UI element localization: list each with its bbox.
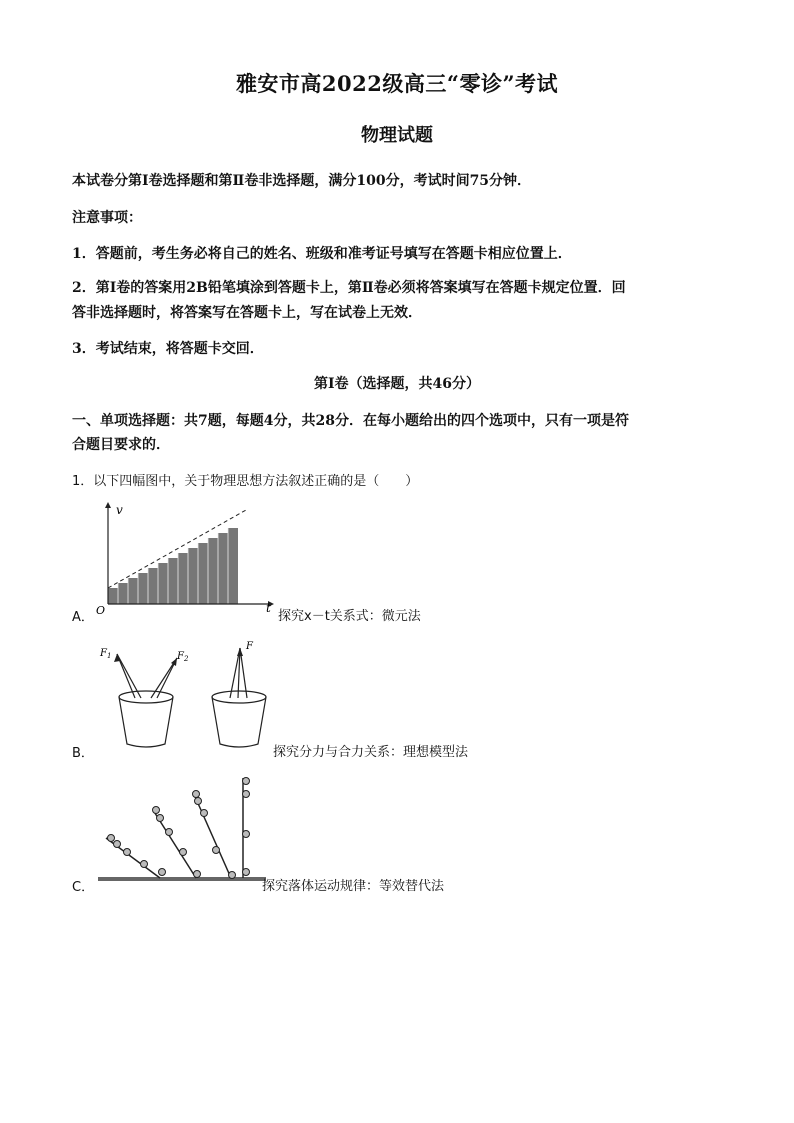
force-f1-label: $F_1$ <box>100 648 112 660</box>
subject-title: 物理试题 <box>361 125 433 146</box>
section-instruction-line2: 合题目要求的． <box>72 437 170 453</box>
origin-label: O <box>96 604 106 617</box>
section-instruction-line1: 一、单项选择题：共7题，每题4分，共28分．在每小题给出的四个选项中，只有一项是符 <box>72 413 629 429</box>
note-item-2-line2: 答非选择题时，将答案写在答题卡上，写在试卷上无效． <box>72 305 422 321</box>
bucket-left-rim <box>119 691 173 703</box>
option-c-figure <box>98 772 268 884</box>
section-heading: 第Ⅰ卷（选择题，共46分） <box>313 376 481 392</box>
force-f-label: F <box>246 641 253 652</box>
question-1-stem: 1．以下四幅图中，关于物理思想方法叙述正确的是（ ） <box>72 474 419 489</box>
option-a-label: A． <box>72 610 94 625</box>
buckets-force-diagram <box>95 640 285 755</box>
option-a-caption: 探究x－t关系式：微元法 <box>278 609 421 624</box>
option-a-figure <box>98 500 278 620</box>
v-axis-label: v <box>116 503 123 517</box>
option-c-label: C． <box>72 880 95 895</box>
note-item-2-line1: 2．第Ⅰ卷的答案用2B铅笔填涂到答题卡上，第Ⅱ卷必须将答案填写在答题卡规定位置．回 <box>72 280 626 296</box>
exam-title: 雅安市高2022级高三“零诊”考试 <box>235 71 559 96</box>
t-axis-label: t <box>266 601 271 615</box>
option-b-label: B． <box>72 746 94 761</box>
note-item-1: 1．答题前，考生务必将自己的姓名、班级和准考证号填写在答题卡相应位置上． <box>72 246 572 262</box>
ground-line <box>98 877 266 881</box>
option-c-caption: 探究落体运动规律：等效替代法 <box>262 879 445 894</box>
notes-heading: 注意事项： <box>72 210 142 226</box>
note-item-3: 3．考试结束，将答题卡交回． <box>72 341 264 357</box>
bucket-right-rim <box>212 691 266 703</box>
intro-text: 本试卷分第Ⅰ卷选择题和第Ⅱ卷非选择题，满分100分，考试时间75分钟． <box>72 173 532 189</box>
option-b-figure <box>95 640 285 755</box>
force-f2-label: $F_2$ <box>177 651 189 663</box>
velocity-time-graph <box>98 500 278 620</box>
inclined-planes-diagram <box>98 772 268 884</box>
option-b-caption: 探究分力与合力关系：理想模型法 <box>273 745 469 760</box>
